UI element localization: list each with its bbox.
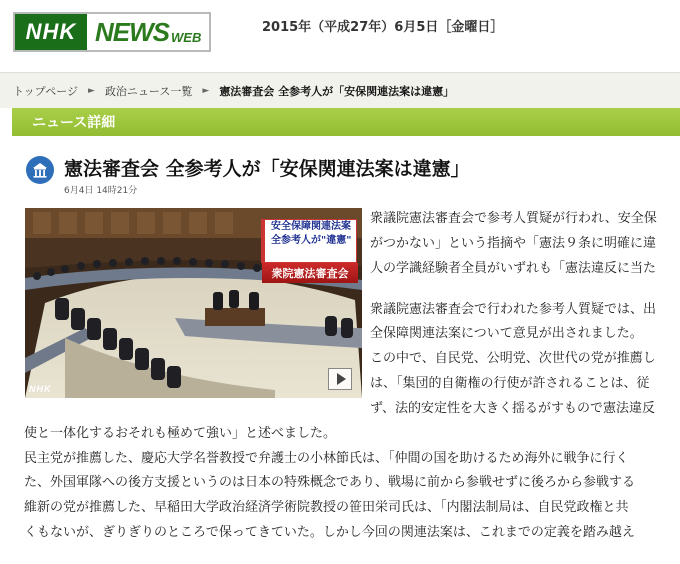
chevron-right-icon: ►	[88, 85, 95, 96]
site-header	[0, 0, 680, 72]
nhk-news-web-logo[interactable]	[13, 12, 211, 52]
article-body-line: この中で、自民党、公明党、次世代の党が推薦し	[370, 351, 656, 366]
politics-category-icon	[26, 156, 54, 184]
section-title-bar	[12, 108, 680, 136]
video-caption-box	[261, 219, 357, 263]
article-body-line: は、「集団的自衛権の行使が許されることは、従	[370, 376, 650, 391]
logo-news-text: NEWS	[95, 16, 169, 47]
chevron-right-icon: ►	[202, 85, 210, 96]
article-body-line: 衆議院憲法審査会で参考人質疑が行われ、安全保	[370, 211, 657, 226]
play-icon	[337, 373, 346, 385]
article-body-line: 使と一体化するおそれも極めて強い」と述べました。	[24, 426, 337, 441]
current-date: 2015年（平成27年）6月5日［金曜日］	[262, 20, 504, 35]
article-body-line: 衆議院憲法審査会で行われた参考人質疑では、出	[370, 302, 657, 317]
article-body-line: ず、法的安定性を大きく揺るがすもので憲法違反	[370, 401, 655, 416]
logo-web-text: WEB	[171, 29, 202, 45]
breadcrumb-politics-link[interactable]: 政治ニュース一覧	[104, 84, 193, 98]
video-caption-line: 全参考人が"違憲"	[271, 235, 352, 246]
video-caption-line: 安全保障関連法案	[271, 221, 351, 232]
section-title: ニュース詳細	[32, 115, 116, 131]
article-body-line: 全保障関連法案について意見が出されました。	[370, 326, 643, 341]
article-body-line: くもないが、ぎりぎりのところで保ってきていた。しかし今回の関連法案は、これまでの定義を踏み越え	[24, 525, 635, 540]
article-body-line: 維新の党が推薦した、早稲田大学政治経済学術院教授の笹田栄司氏は、「内閣法制局は、自民党政権と共	[24, 500, 629, 515]
nhk-watermark: NHK	[29, 384, 52, 394]
article-body-line: 人の学識経験者全員がいずれも「憲法違反に当た	[370, 261, 657, 276]
breadcrumb-current: 憲法審査会 全参考人が「安保関連法案は違憲」	[219, 84, 455, 98]
video-caption-sub: 衆院憲法審査会	[262, 263, 358, 283]
article-timestamp: 6月4日 14時21分	[64, 186, 138, 196]
article-body-line: た、外国軍隊への後方支援というのは日本の特殊概念であり、戦場に前から参戦せずに後ろから参戦する	[24, 475, 636, 490]
breadcrumb	[0, 72, 680, 108]
nhk-logo-mark: NHK	[15, 14, 87, 50]
article-body-line: がつかない」という指摘や「憲法９条に明確に違	[370, 236, 657, 251]
video-play-button[interactable]	[328, 368, 352, 390]
breadcrumb-top-link[interactable]: トップページ	[13, 84, 79, 98]
article-body-line: 民主党が推薦した、慶応大学名誉教授で弁護士の小林節氏は、「仲間の国を助けるため海外に戦争に行く	[24, 451, 629, 466]
article-video-thumbnail[interactable]	[25, 208, 362, 398]
article-headline: 憲法審査会 全参考人が「安保関連法案は違憲」	[64, 158, 470, 180]
